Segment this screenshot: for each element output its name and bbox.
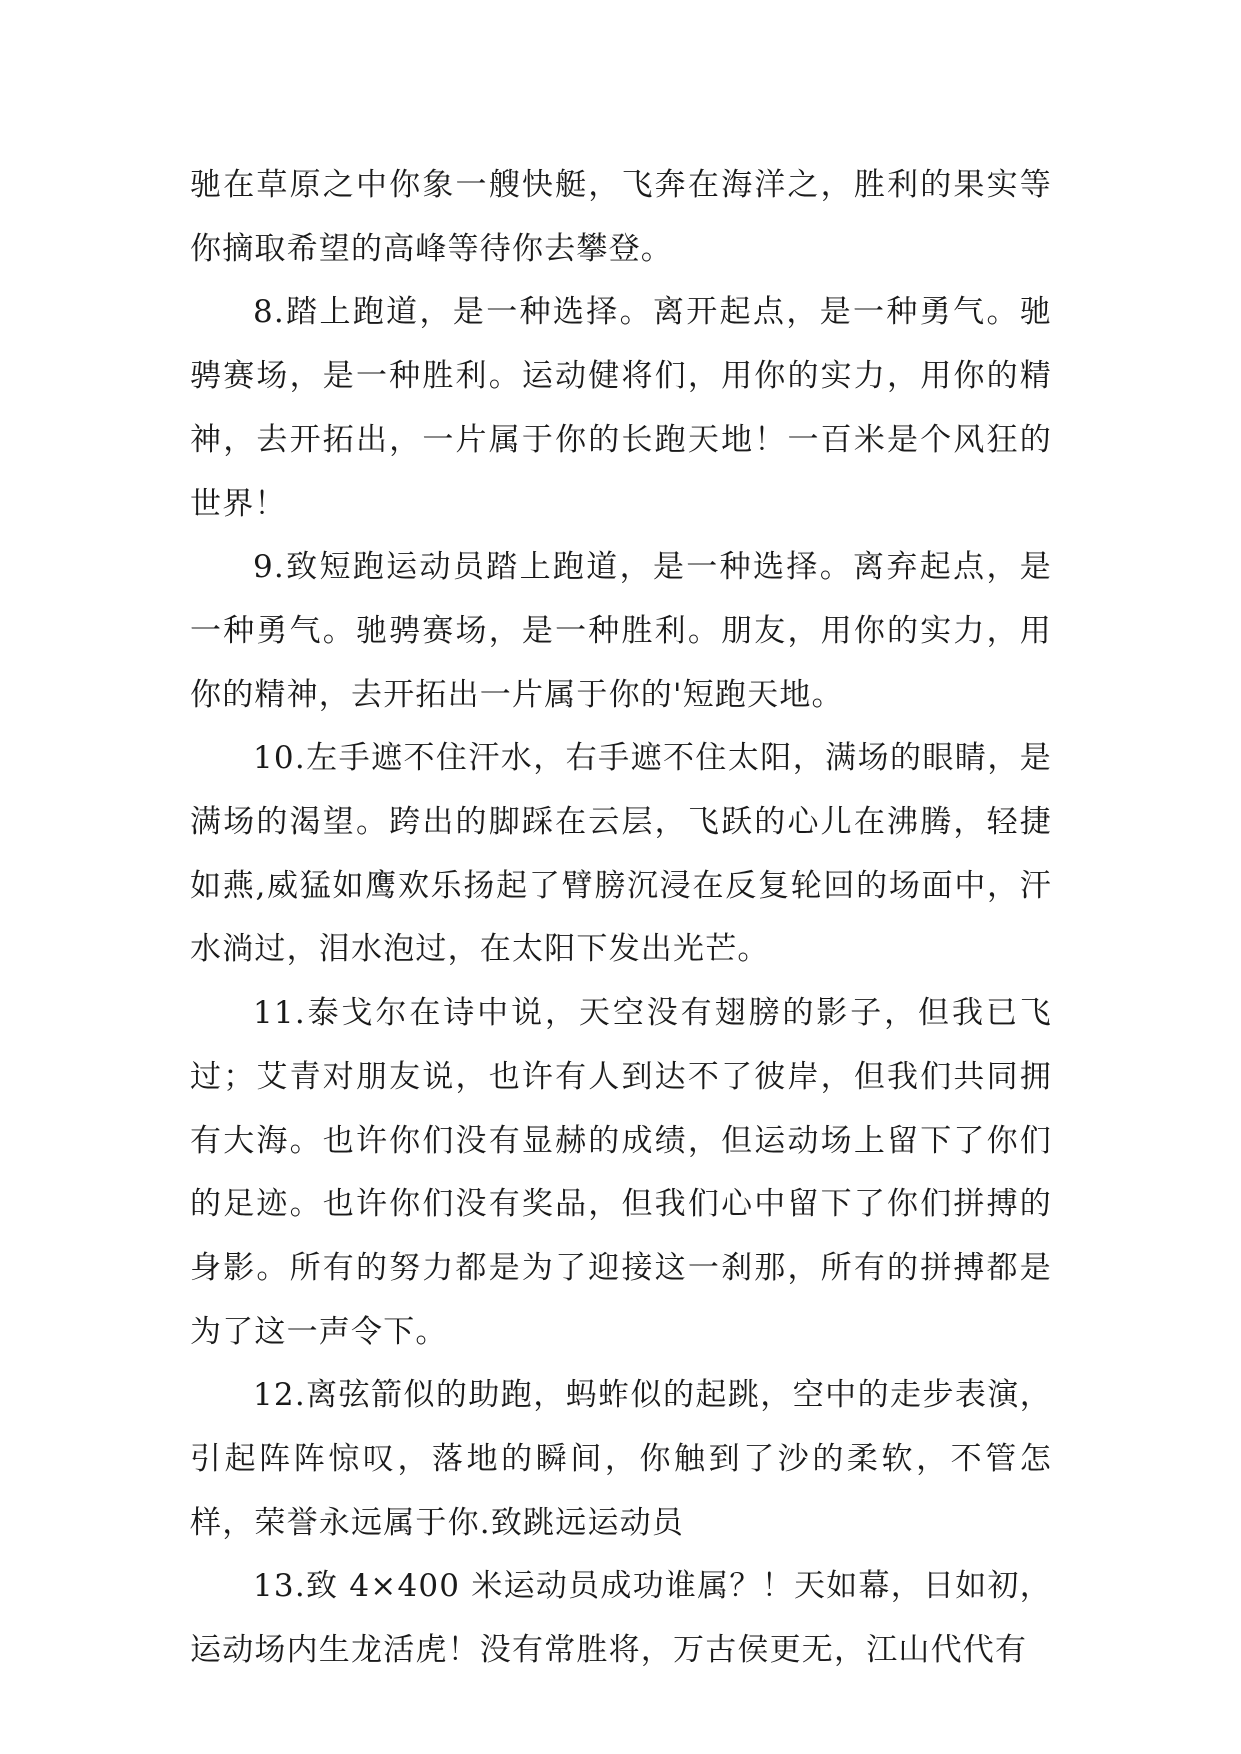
paragraph-item-11: 11.泰戈尔在诗中说，天空没有翅膀的影子，但我已飞过；艾青对朋友说，也许有人到达不了彼岸，但我们共同拥有大海。也许你们没有显赫的成绩，但运动场上留下了你们的足迹。也许你们没有奖品，但我们心中留下了你们拼搏的身影。所有的努力都是为了迎接这一刹那，所有的拼搏都是为了这一声令下。 — [190, 995, 1052, 1350]
paragraph-item-10: 10.左手遮不住汗水，右手遮不住太阳，满场的眼睛，是满场的渴望。跨出的脚踩在云层，飞跃的心儿在沸腾，轻捷如燕,威猛如鹰欢乐扬起了臂膀沉浸在反复轮回的场面中，汗水淌过，泪水泡过，在太阳下发出光芒。 — [190, 740, 1052, 968]
paragraph-item-9: 9.致短跑运动员踏上跑道，是一种选择。离弃起点，是一种勇气。驰骋赛场，是一种胜利。朋友，用你的实力，用你的精神，去开拓出一片属于你的'短跑天地。 — [190, 549, 1052, 713]
document-body — [190, 154, 1052, 1683]
paragraph-item-13: 13.致 4×400 米运动员成功谁属？！天如幕，日如初，运动场内生龙活虎！没有常胜将，万古侯更无，江山代代有 — [190, 1568, 1052, 1669]
paragraph-continuation: 驰在草原之中你象一艘快艇，飞奔在海洋之，胜利的果实等你摘取希望的高峰等待你去攀登。 — [190, 167, 1052, 267]
paragraph-item-8: 8.踏上跑道，是一种选择。离开起点，是一种勇气。驰骋赛场，是一种胜利。运动健将们，用你的实力，用你的精神，去开拓出，一片属于你的长跑天地！一百米是个风狂的世界！ — [190, 294, 1052, 522]
paragraph-item-12: 12.离弦箭似的助跑，蚂蚱似的起跳，空中的走步表演，引起阵阵惊叹，落地的瞬间，你触到了沙的柔软，不管怎样，荣誉永远属于你.致跳远运动员 — [190, 1377, 1052, 1541]
